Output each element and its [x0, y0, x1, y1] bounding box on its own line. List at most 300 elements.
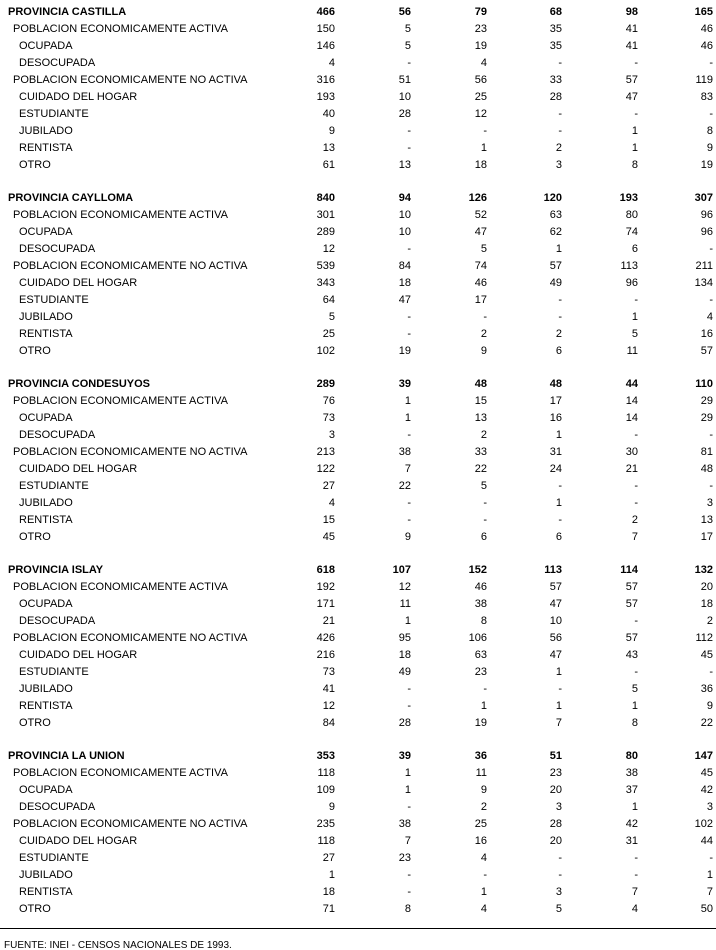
cell-value: 9 [706, 700, 713, 712]
cell-value: 33 [474, 446, 487, 458]
cell-value: 45 [322, 531, 335, 543]
category-label: RENTISTA [19, 328, 73, 340]
cell-value: 3 [555, 159, 562, 171]
cell-value: 29 [700, 395, 713, 407]
cell-value: 25 [474, 818, 487, 830]
cell-value: - [558, 514, 562, 526]
cell-value: - [709, 429, 713, 441]
cell-value: - [407, 57, 411, 69]
category-label: RENTISTA [19, 886, 73, 898]
cell-value: 11 [475, 767, 487, 779]
category-row [0, 647, 716, 664]
cell-value: 1 [555, 666, 562, 678]
cell-value: - [634, 869, 638, 881]
cell-value: 84 [398, 260, 411, 272]
cell-value: 20 [549, 784, 562, 796]
category-row [0, 529, 716, 546]
province-title: PROVINCIA ISLAY [8, 564, 104, 576]
province-total-value: 36 [474, 750, 487, 762]
cell-value: 119 [695, 74, 713, 86]
category-label: JUBILADO [19, 125, 73, 137]
category-label: OTRO [19, 531, 51, 543]
cell-value: 1 [480, 142, 487, 154]
cell-value: 3 [328, 429, 335, 441]
cell-value: 47 [549, 649, 562, 661]
cell-value: - [558, 108, 562, 120]
cell-value: 13 [700, 514, 713, 526]
cell-value: 27 [322, 852, 335, 864]
cell-value: 301 [316, 209, 335, 221]
cell-value: - [709, 294, 713, 306]
province-section [0, 748, 716, 918]
cell-value: 1 [480, 886, 487, 898]
cell-value: 20 [549, 835, 562, 847]
cell-value: 23 [549, 767, 562, 779]
cell-value: 36 [700, 683, 713, 695]
cell-value: 2 [555, 142, 562, 154]
cell-value: 1 [404, 784, 411, 796]
category-row [0, 309, 716, 326]
category-row [0, 833, 716, 850]
cell-value: - [634, 57, 638, 69]
cell-value: 29 [700, 412, 713, 424]
cell-value: 1 [555, 243, 562, 255]
cell-value: 12 [322, 700, 335, 712]
cell-value: 23 [398, 852, 411, 864]
cell-value: 19 [474, 717, 487, 729]
cell-value: - [407, 142, 411, 154]
cell-value: - [483, 683, 487, 695]
cell-value: 2 [631, 514, 638, 526]
cell-value: 102 [694, 818, 713, 830]
cell-value: 3 [555, 801, 562, 813]
category-label: POBLACION ECONOMICAMENTE ACTIVA [13, 23, 228, 35]
cell-value: 51 [398, 74, 411, 86]
cell-value: 109 [316, 784, 335, 796]
category-row [0, 884, 716, 901]
cell-value: 9 [480, 784, 487, 796]
cell-value: 50 [700, 903, 713, 915]
cell-value: 7 [404, 463, 411, 475]
cell-value: 1 [404, 767, 411, 779]
cell-value: 1 [404, 412, 411, 424]
cell-value: 23 [474, 666, 487, 678]
cell-value: 74 [625, 226, 638, 238]
province-total-value: 39 [398, 750, 411, 762]
cell-value: - [709, 243, 713, 255]
cell-value: - [483, 514, 487, 526]
cell-value: 9 [328, 125, 335, 137]
province-total-row [0, 4, 716, 21]
category-label: POBLACION ECONOMICAMENTE NO ACTIVA [13, 260, 248, 272]
cell-value: 1 [555, 700, 562, 712]
cell-value: 22 [474, 463, 487, 475]
province-title: PROVINCIA CAYLLOMA [8, 192, 134, 204]
cell-value: 73 [322, 666, 335, 678]
province-section [0, 376, 716, 546]
cell-value: - [483, 125, 487, 137]
category-row [0, 275, 716, 292]
cell-value: 18 [322, 886, 335, 898]
cell-value: 71 [322, 903, 335, 915]
cell-value: 112 [695, 632, 713, 644]
category-label: OTRO [19, 717, 51, 729]
cell-value: - [558, 852, 562, 864]
cell-value: 211 [695, 260, 713, 272]
cell-value: 57 [549, 581, 562, 593]
cell-value: 17 [700, 531, 713, 543]
province-total-value: 48 [549, 378, 562, 390]
category-row [0, 664, 716, 681]
cell-value: 38 [398, 446, 411, 458]
cell-value: 1 [706, 869, 713, 881]
cell-value: 56 [549, 632, 562, 644]
cell-value: - [634, 615, 638, 627]
cell-value: 13 [474, 412, 487, 424]
cell-value: 18 [398, 277, 411, 289]
category-label: POBLACION ECONOMICAMENTE ACTIVA [13, 581, 228, 593]
category-row [0, 427, 716, 444]
cell-value: 4 [631, 903, 638, 915]
category-row [0, 782, 716, 799]
category-label: DESOCUPADA [19, 243, 96, 255]
province-total-value: 126 [468, 192, 487, 204]
cell-value: 28 [398, 108, 411, 120]
cell-value: 19 [398, 345, 411, 357]
cell-value: 316 [316, 74, 335, 86]
cell-value: 52 [474, 209, 487, 221]
cell-value: 1 [631, 125, 638, 137]
cell-value: - [634, 294, 638, 306]
cell-value: 47 [398, 294, 411, 306]
category-row [0, 326, 716, 343]
cell-value: 96 [700, 209, 713, 221]
province-total-value: 48 [474, 378, 487, 390]
cell-value: 21 [322, 615, 335, 627]
cell-value: 48 [700, 463, 713, 475]
cell-value: 38 [398, 818, 411, 830]
cell-value: 12 [398, 581, 411, 593]
cell-value: 2 [480, 328, 487, 340]
cell-value: 23 [474, 23, 487, 35]
category-label: OCUPADA [19, 40, 73, 52]
cell-value: 9 [480, 345, 487, 357]
category-row [0, 123, 716, 140]
province-total-value: 44 [625, 378, 638, 390]
category-row [0, 258, 716, 275]
cell-value: 57 [549, 260, 562, 272]
cell-value: 61 [322, 159, 335, 171]
cell-value: - [407, 700, 411, 712]
province-total-value: 98 [625, 6, 638, 18]
cell-value: 539 [316, 260, 335, 272]
cell-value: - [558, 869, 562, 881]
cell-value: 7 [706, 886, 713, 898]
cell-value: 43 [625, 649, 638, 661]
province-total-value: 107 [392, 564, 411, 576]
cell-value: 45 [700, 649, 713, 661]
cell-value: 41 [322, 683, 335, 695]
category-label: DESOCUPADA [19, 615, 96, 627]
category-row [0, 698, 716, 715]
cell-value: 235 [316, 818, 335, 830]
cell-value: 18 [700, 598, 713, 610]
cell-value: 38 [625, 767, 638, 779]
cell-value: 2 [480, 429, 487, 441]
cell-value: - [407, 429, 411, 441]
category-row [0, 765, 716, 782]
cell-value: 12 [322, 243, 335, 255]
cell-value: 49 [398, 666, 411, 678]
cell-value: 7 [404, 835, 411, 847]
category-label: CUIDADO DEL HOGAR [19, 91, 138, 103]
category-label: POBLACION ECONOMICAMENTE NO ACTIVA [13, 446, 248, 458]
cell-value: 12 [474, 108, 487, 120]
cell-value: 95 [398, 632, 411, 644]
category-label: OTRO [19, 159, 51, 171]
cell-value: 1 [555, 497, 562, 509]
category-row [0, 343, 716, 360]
source-note: FUENTE: INEI - CENSOS NACIONALES DE 1993. [4, 940, 232, 950]
province-total-value: 79 [474, 6, 487, 18]
cell-value: 1 [631, 801, 638, 813]
cell-value: 13 [322, 142, 335, 154]
cell-value: 62 [549, 226, 562, 238]
cell-value: 46 [700, 23, 713, 35]
cell-value: 5 [480, 243, 487, 255]
province-total-value: 289 [316, 378, 335, 390]
cell-value: 49 [549, 277, 562, 289]
cell-value: 27 [322, 480, 335, 492]
province-section [0, 562, 716, 732]
cell-value: - [558, 294, 562, 306]
province-total-value: 56 [398, 6, 411, 18]
category-row [0, 224, 716, 241]
cell-value: 5 [328, 311, 335, 323]
category-label: OTRO [19, 345, 51, 357]
cell-value: 15 [322, 514, 335, 526]
cell-value: 74 [474, 260, 487, 272]
cell-value: 10 [398, 209, 411, 221]
category-label: DESOCUPADA [19, 57, 96, 69]
cell-value: 37 [625, 784, 638, 796]
cell-value: - [634, 497, 638, 509]
category-row [0, 72, 716, 89]
category-label: RENTISTA [19, 514, 73, 526]
province-total-value: 147 [694, 750, 713, 762]
cell-value: 47 [474, 226, 487, 238]
footer-divider [0, 928, 716, 929]
cell-value: 24 [549, 463, 562, 475]
cell-value: 15 [474, 395, 487, 407]
cell-value: - [407, 497, 411, 509]
cell-value: 38 [474, 598, 487, 610]
category-row [0, 850, 716, 867]
category-label: DESOCUPADA [19, 429, 96, 441]
province-section [0, 4, 716, 174]
cell-value: - [709, 480, 713, 492]
province-total-value: 618 [316, 564, 335, 576]
cell-value: 1 [555, 429, 562, 441]
province-total-value: 114 [620, 564, 638, 576]
cell-value: 171 [316, 598, 335, 610]
cell-value: - [634, 852, 638, 864]
province-title: PROVINCIA CONDESUYOS [8, 378, 151, 390]
cell-value: 118 [317, 767, 335, 779]
category-label: RENTISTA [19, 142, 73, 154]
province-total-value: 840 [316, 192, 335, 204]
cell-value: - [634, 108, 638, 120]
cell-value: - [407, 801, 411, 813]
category-label: RENTISTA [19, 700, 73, 712]
category-label: OCUPADA [19, 226, 73, 238]
cell-value: 96 [700, 226, 713, 238]
cell-value: 22 [700, 717, 713, 729]
cell-value: - [709, 57, 713, 69]
category-row [0, 867, 716, 884]
cell-value: - [407, 514, 411, 526]
cell-value: 44 [700, 835, 713, 847]
cell-value: 150 [316, 23, 335, 35]
cell-value: 1 [404, 615, 411, 627]
cell-value: - [634, 429, 638, 441]
cell-value: 42 [700, 784, 713, 796]
cell-value: 4 [480, 57, 487, 69]
category-row [0, 140, 716, 157]
cell-value: - [407, 311, 411, 323]
cell-value: 8 [404, 903, 411, 915]
category-row [0, 512, 716, 529]
cell-value: 6 [631, 243, 638, 255]
category-row [0, 393, 716, 410]
category-row [0, 495, 716, 512]
province-title: PROVINCIA LA UNION [8, 750, 125, 762]
cell-value: 18 [398, 649, 411, 661]
category-label: CUIDADO DEL HOGAR [19, 835, 138, 847]
cell-value: - [483, 311, 487, 323]
cell-value: - [407, 886, 411, 898]
cell-value: 1 [480, 700, 487, 712]
category-label: OCUPADA [19, 412, 73, 424]
cell-value: 102 [316, 345, 335, 357]
cell-value: 76 [322, 395, 335, 407]
category-row [0, 241, 716, 258]
cell-value: 9 [706, 142, 713, 154]
cell-value: 8 [631, 717, 638, 729]
cell-value: 5 [404, 23, 411, 35]
cell-value: - [709, 666, 713, 678]
cell-value: 57 [625, 598, 638, 610]
cell-value: 9 [404, 531, 411, 543]
category-row [0, 681, 716, 698]
cell-value: 25 [322, 328, 335, 340]
category-label: ESTUDIANTE [19, 480, 89, 492]
cell-value: 1 [631, 700, 638, 712]
province-total-value: 466 [316, 6, 335, 18]
cell-value: - [407, 243, 411, 255]
cell-value: - [483, 869, 487, 881]
province-total-row [0, 562, 716, 579]
category-row [0, 596, 716, 613]
cell-value: 10 [398, 226, 411, 238]
cell-value: 113 [620, 260, 638, 272]
cell-value: 31 [625, 835, 638, 847]
cell-value: 213 [316, 446, 335, 458]
cell-value: 8 [706, 125, 713, 137]
cell-value: 11 [399, 598, 411, 610]
cell-value: 83 [700, 91, 713, 103]
cell-value: 1 [328, 869, 335, 881]
cell-value: - [709, 108, 713, 120]
cell-value: 192 [316, 581, 335, 593]
cell-value: 5 [631, 328, 638, 340]
cell-value: - [407, 125, 411, 137]
cell-value: 57 [700, 345, 713, 357]
cell-value: 22 [398, 480, 411, 492]
cell-value: 17 [474, 294, 487, 306]
cell-value: 35 [549, 23, 562, 35]
province-total-value: 94 [398, 192, 411, 204]
cell-value: 5 [555, 903, 562, 915]
province-total-value: 193 [619, 192, 638, 204]
category-row [0, 157, 716, 174]
cell-value: 18 [474, 159, 487, 171]
category-label: DESOCUPADA [19, 801, 96, 813]
category-label: JUBILADO [19, 497, 73, 509]
cell-value: 1 [631, 142, 638, 154]
province-total-value: 353 [316, 750, 335, 762]
cell-value: 5 [631, 683, 638, 695]
cell-value: 289 [316, 226, 335, 238]
cell-value: 216 [316, 649, 335, 661]
cell-value: 57 [625, 74, 638, 86]
cell-value: 118 [317, 835, 335, 847]
category-label: CUIDADO DEL HOGAR [19, 463, 138, 475]
cell-value: 2 [555, 328, 562, 340]
province-total-value: 80 [625, 750, 638, 762]
cell-value: 84 [322, 717, 335, 729]
cell-value: 5 [480, 480, 487, 492]
category-row [0, 816, 716, 833]
cell-value: 14 [625, 395, 638, 407]
cell-value: 46 [474, 277, 487, 289]
category-label: POBLACION ECONOMICAMENTE NO ACTIVA [13, 632, 248, 644]
cell-value: 3 [706, 801, 713, 813]
category-label: CUIDADO DEL HOGAR [19, 277, 138, 289]
cell-value: - [634, 666, 638, 678]
cell-value: 6 [555, 345, 562, 357]
cell-value: 96 [625, 277, 638, 289]
province-section [0, 190, 716, 360]
cell-value: - [407, 683, 411, 695]
cell-value: 106 [468, 632, 487, 644]
province-total-value: 132 [694, 564, 713, 576]
category-row [0, 715, 716, 732]
cell-value: 41 [625, 40, 638, 52]
cell-value: 122 [316, 463, 335, 475]
cell-value: 1 [404, 395, 411, 407]
cell-value: 2 [706, 615, 713, 627]
category-row [0, 630, 716, 647]
cell-value: 28 [549, 818, 562, 830]
cell-value: 146 [316, 40, 335, 52]
cell-value: 5 [404, 40, 411, 52]
cell-value: 63 [549, 209, 562, 221]
category-row [0, 799, 716, 816]
category-label: POBLACION ECONOMICAMENTE ACTIVA [13, 209, 228, 221]
province-total-value: 51 [549, 750, 562, 762]
category-row [0, 55, 716, 72]
